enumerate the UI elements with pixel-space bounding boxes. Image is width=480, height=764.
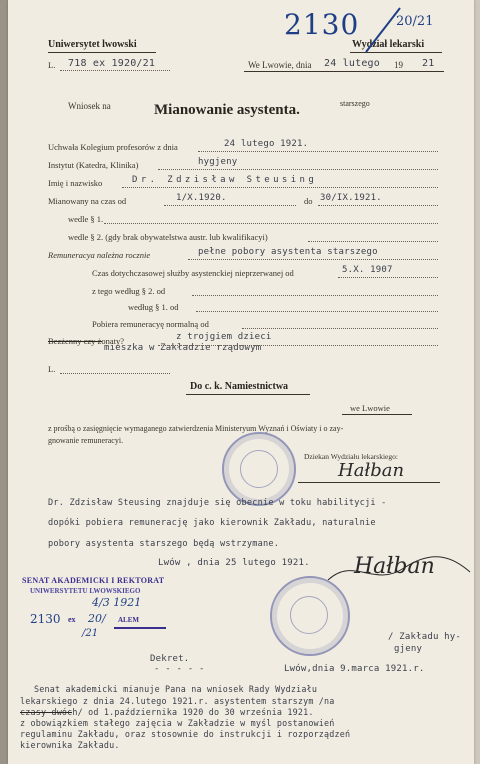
field-value-term-to: 30/IX.1921.: [320, 193, 382, 203]
field-label-par2: wedle § 2. (gdy brak obywatelstwa austr. lub kwalifikacyi): [68, 232, 268, 242]
decree-strikethrough: [20, 712, 72, 713]
title-suffix: starszego: [340, 99, 370, 108]
ink-slash-mark: [360, 4, 430, 56]
decree-text6: kierownika Zakładu.: [20, 740, 120, 750]
faculty-name: Wydział lekarski: [352, 39, 425, 50]
decree-label: Dekret.: [150, 654, 190, 664]
city-underline: [342, 414, 412, 415]
senate-stamp-bar: [114, 627, 166, 629]
decree-text5: regulaminu Zakładu, oraz stosownie do instrukcji i rozporządzeń: [20, 729, 351, 739]
marital-label-text: Bezżenny czy żonaty?: [48, 336, 124, 346]
field-value-remuneration: pełne pobory asystenta starszego: [198, 247, 378, 257]
senate-number-suffix: 20/: [88, 612, 106, 625]
field-dots: [308, 241, 438, 242]
field-label-institute: Instytut (Katedra, Klinika): [48, 160, 139, 170]
field-label-service-from: Czas dotychczasowej służby asystenckiej nieprzerwanej od: [92, 268, 294, 278]
marital-strikethrough: [48, 341, 102, 342]
field-dots: [164, 205, 296, 206]
senate-number-ink: 2130: [30, 612, 61, 626]
field-dots: [122, 187, 438, 188]
ink-file-number: 2130: [284, 8, 360, 41]
request-line2: gnowanie remuneracyi.: [48, 436, 124, 445]
decree-text1: Senat akademicki mianuje Pana na wniosek Rady Wydziału: [34, 684, 318, 694]
field-dots: [104, 223, 438, 224]
title-main: Mianowanie asystenta.: [154, 102, 300, 118]
typed-body-line2: dopóki pobiera remunerację jako kierownik Zakładu, naturalnie: [48, 518, 376, 528]
signature-line: [298, 482, 440, 483]
field-label-name: Imię i nazwisko: [48, 178, 103, 188]
decree-right-top2: gjeny: [394, 644, 423, 654]
field-label-normal-remuneration: Pobiera remuneracyę normalną od: [92, 319, 209, 329]
dean-signature: Hałban: [338, 460, 405, 481]
field-value-term-from: 1/X.1920.: [176, 193, 227, 203]
field-dots: [318, 205, 438, 206]
university-seal-inner: [290, 596, 328, 634]
field-dots: [158, 345, 438, 346]
field-dots: [198, 151, 438, 152]
address-city: we Lwowie: [350, 403, 390, 413]
senate-ex-label: ex: [68, 615, 76, 624]
number-value: 718 ex 1920/21: [68, 58, 156, 69]
field-label-term-to: do: [304, 196, 313, 206]
senate-stamp-line1: SENAT AKADEMICKI I REKTORAT: [22, 576, 165, 585]
decree-text4: z obowiązkiem stałego zajęcia w Zakładzie w myśl postanowień: [20, 718, 335, 728]
title-prefix: Wniosek na: [68, 101, 111, 111]
typed-body-line3: pobory asystenta starszego będą wstrzymane.: [48, 539, 280, 549]
decree-place-date: Lwów,dnia 9.marca 1921.r.: [284, 664, 425, 674]
typed-body-line1: Dr. Zdzisław Steusing znajduje się obecnie w toku habilitycji -: [48, 498, 387, 508]
senate-stamp-line2: UNIWERSYTETU LWOWSKIEGO: [30, 587, 141, 595]
field-value-resolution-date: 24 lutego 1921.: [224, 139, 309, 149]
field-dots: [242, 328, 438, 329]
decree-text2: lekarskiego z dnia 24.lutego 1921.r. asystentem starszym /na: [20, 696, 335, 706]
l-dots: [60, 373, 170, 374]
typed-place-date: Lwów , dnia 25 lutego 1921.: [158, 558, 310, 568]
dean-label: Dziekan Wydziału lekarskiego:: [304, 452, 398, 461]
senate-alem: ALEM: [118, 616, 139, 624]
address-underline: [186, 394, 310, 395]
university-underline: [48, 52, 156, 53]
place-date-label: We Lwowie, dnia: [248, 60, 312, 70]
field-value-name: Dr. Zdzisław Steusing: [132, 175, 318, 185]
place-date-value: 24 lutego: [324, 58, 380, 69]
field-label-par2-from: z tego według § 2. od: [92, 286, 166, 296]
field-label-par1: wedle § 1.: [68, 214, 104, 224]
date-underline: [244, 71, 444, 72]
field-value-institute: hygjeny: [198, 157, 238, 167]
faculty-seal-inner: [240, 450, 278, 488]
field-dots: [158, 169, 438, 170]
field-label-resolution-date: Uchwała Kolegium profesorów z dnia: [48, 142, 178, 152]
signature-flourish: [324, 552, 474, 592]
decree-dashes: - - - - -: [154, 664, 205, 674]
request-line1: z prośbą o zasięgnięcie wymaganego zatwierdzenia Ministeryum Wyznań i Oświaty i o zay-: [48, 424, 344, 433]
senate-date-ink: 4/3 1921: [92, 596, 142, 609]
field-dots: [192, 295, 438, 296]
field-dots: [338, 277, 438, 278]
address-to: Do c. k. Namiestnictwa: [190, 381, 289, 392]
university-name: Uniwersytet lwowski: [48, 39, 137, 50]
marital-value-line1: z trojgiem dzieci: [176, 332, 272, 342]
number-label: L.: [48, 60, 56, 70]
year-prefix: 19: [394, 60, 403, 70]
field-dots: [188, 259, 438, 260]
field-label-term-from: Mianowany na czas od: [48, 196, 127, 206]
paper-edge: [0, 0, 8, 764]
field-value-service-from: 5.X. 1907: [342, 265, 393, 275]
number-dots: [60, 70, 170, 71]
marital-value-line2: mieszka w Zakładzie rządowym: [104, 343, 262, 353]
l-label: L.: [48, 364, 56, 374]
body-signature: Hałban: [354, 554, 435, 579]
ink-fraction: 20/21: [396, 14, 434, 29]
year-value: 21: [422, 58, 435, 69]
decree-right-top1: / Zakładu hy-: [388, 632, 462, 642]
field-label-par1-from: według § 1. od: [128, 302, 179, 312]
decree-text3: czasy dwóch/ od 1.października 1920 do 30 września 1921.: [20, 707, 314, 717]
field-label-remuneration: Remuneracya należna rocznie: [48, 250, 151, 260]
field-dots: [196, 311, 438, 312]
senate-year-ink: /21: [82, 628, 99, 639]
document-page: [8, 0, 474, 764]
